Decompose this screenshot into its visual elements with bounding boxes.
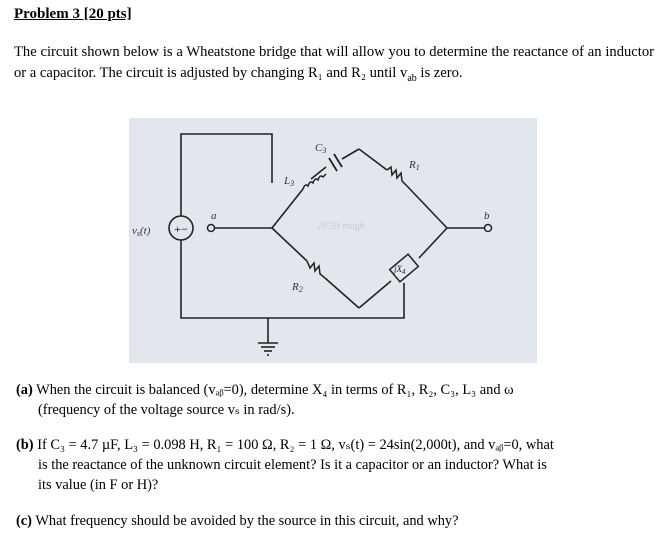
watermark: 28.59 mugh bbox=[317, 221, 365, 232]
question-b-text-3: its value (in F or H)? bbox=[38, 477, 159, 493]
source-polarity: +− bbox=[174, 222, 188, 236]
r1-label: R1 bbox=[409, 159, 420, 172]
intro-text: The circuit shown below is a Wheatstone bridge that will allow you to determine the reactance of an inductor or a capacitor. The circuit is adjusted by changing R₁ and R₂ until v bbox=[14, 44, 654, 81]
question-a-text: When the circuit is balanced (vₐᵦ=0), determine X₄ in terms of R₁, R₂, C₃, L₃ and ω bbox=[32, 382, 514, 398]
problem-intro bbox=[14, 42, 654, 89]
source-label: vs(t) bbox=[132, 225, 151, 238]
node-b-label: b bbox=[484, 210, 490, 222]
question-c bbox=[16, 511, 650, 531]
c3-label: C3 bbox=[315, 142, 327, 155]
node-a-label: a bbox=[211, 210, 217, 222]
question-b bbox=[16, 435, 650, 495]
photo-background bbox=[129, 118, 537, 363]
r2-label: R2 bbox=[292, 281, 303, 294]
question-c-text: What frequency should be avoided by the source in this circuit, and why? bbox=[31, 513, 459, 529]
terminal-a bbox=[208, 225, 215, 232]
question-a-label: (a) bbox=[16, 382, 33, 398]
l3-label: L3 bbox=[284, 175, 295, 188]
question-c-label: (c) bbox=[16, 513, 32, 529]
problem-title: Problem 3 [20 pts] bbox=[14, 6, 132, 22]
question-b-label: (b) bbox=[16, 437, 34, 453]
intro-end: is zero. bbox=[416, 65, 463, 81]
circuit-diagram bbox=[129, 118, 537, 363]
question-b-text: If C₃ = 4.7 µF, L₃ = 0.098 H, R₁ = 100 Ω, R₂ = 1 Ω, vₛ(t) = 24sin(2,000t), and vₐᵦ=0, what bbox=[33, 437, 554, 453]
intro-sub: ab bbox=[407, 72, 417, 84]
question-a-text-2: (frequency of the voltage source vₛ in rad/s). bbox=[38, 402, 295, 418]
question-a bbox=[16, 380, 650, 420]
x4-label: $jX_4$ bbox=[394, 264, 406, 276]
circuit-figure bbox=[129, 118, 537, 363]
terminal-b bbox=[485, 225, 492, 232]
question-b-text-2: is the reactance of the unknown circuit element? Is it a capacitor or an inductor? What is bbox=[38, 457, 547, 473]
